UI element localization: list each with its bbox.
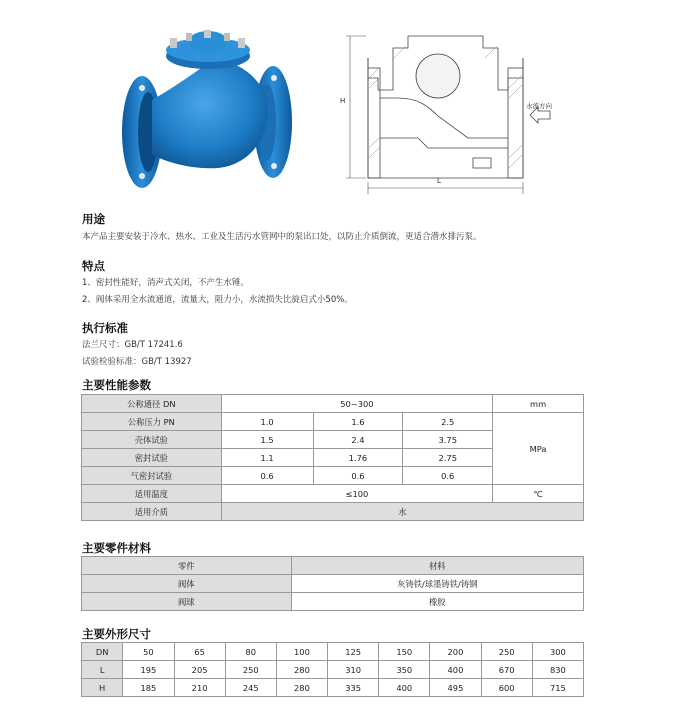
dimension-l-label: L (437, 177, 441, 185)
cell: 2.4 (313, 431, 403, 449)
performance-table (81, 394, 584, 521)
medium-value: 水 (221, 503, 583, 521)
standard-item-1: 法兰尺寸：GB/T 17241.6 (82, 340, 183, 350)
cell: 65 (174, 643, 225, 661)
cell: 150 (379, 643, 430, 661)
materials-header-material: 材料 (291, 557, 583, 575)
cell: 1.1 (221, 449, 313, 467)
temp-label: 适用温度 (82, 485, 222, 503)
cell: 2.75 (403, 449, 493, 467)
valve-section-drawing (338, 28, 558, 198)
feature-item-2: 2、阀体采用全水流通道，流量大，阻力小，水流损失比旋启式小50%。 (82, 295, 353, 305)
standard-item-2: 试验检验标准：GB/T 13927 (82, 357, 192, 367)
dim-row-label: L (82, 661, 123, 679)
cell: 335 (328, 679, 379, 697)
usage-title: 用途 (82, 212, 105, 226)
cell: 1.0 (221, 413, 313, 431)
cell: 670 (481, 661, 532, 679)
cell: 250 (225, 661, 276, 679)
cell: 310 (328, 661, 379, 679)
cell: 3.75 (403, 431, 493, 449)
cell: 0.6 (403, 467, 493, 485)
cell: 1.76 (313, 449, 403, 467)
cell: 1.6 (313, 413, 403, 431)
usage-text: 本产品主要安装于冷水、热水、工业及生活污水管网中的泵出口处，以防止介质倒流，更适合潜水排污泵。 (82, 232, 482, 242)
cell: 400 (379, 679, 430, 697)
dimensions-table (81, 642, 584, 697)
cell: 830 (532, 661, 583, 679)
medium-label: 适用介质 (82, 503, 222, 521)
flow-direction-label: 水流方向 (526, 102, 552, 110)
cell: 350 (379, 661, 430, 679)
valve-product-image (118, 30, 294, 188)
cell: 50 (123, 643, 174, 661)
dimensions-title: 主要外形尺寸 (82, 627, 151, 641)
cell: 245 (225, 679, 276, 697)
cell: 600 (481, 679, 532, 697)
part-name: 阀球 (82, 593, 292, 611)
row-label: 壳体试验 (82, 431, 222, 449)
pressure-unit: MPa (493, 413, 584, 485)
cell: 300 (532, 643, 583, 661)
cell: 715 (532, 679, 583, 697)
cell: 400 (430, 661, 481, 679)
dimension-h-label: H (340, 97, 346, 105)
dim-row-label: H (82, 679, 123, 697)
feature-item-1: 1、密封性能好，消声式关闭，不产生水锤。 (82, 278, 249, 288)
materials-title: 主要零件材料 (82, 541, 151, 555)
materials-header-part: 零件 (82, 557, 292, 575)
performance-title: 主要性能参数 (82, 378, 151, 392)
dn-unit: mm (493, 395, 584, 413)
part-material: 橡胶 (291, 593, 583, 611)
temp-unit: ℃ (493, 485, 584, 503)
cell: 125 (328, 643, 379, 661)
cell: 0.6 (221, 467, 313, 485)
dn-label: 公称通径 DN (82, 395, 222, 413)
cell: 250 (481, 643, 532, 661)
standards-title: 执行标准 (82, 321, 128, 335)
dim-row-label: DN (82, 643, 123, 661)
row-label: 密封试验 (82, 449, 222, 467)
cell: 0.6 (313, 467, 403, 485)
cell: 280 (276, 679, 327, 697)
cell: 80 (225, 643, 276, 661)
cell: 495 (430, 679, 481, 697)
cell: 280 (276, 661, 327, 679)
row-label: 气密封试验 (82, 467, 222, 485)
cell: 195 (123, 661, 174, 679)
temp-value: ≤100 (221, 485, 492, 503)
features-title: 特点 (82, 259, 105, 273)
cell: 1.5 (221, 431, 313, 449)
dn-range: 50~300 (221, 395, 492, 413)
cell: 100 (276, 643, 327, 661)
part-material: 灰铸铁/球墨铸铁/铸钢 (291, 575, 583, 593)
cell: 185 (123, 679, 174, 697)
cell: 2.5 (403, 413, 493, 431)
cell: 210 (174, 679, 225, 697)
materials-table (81, 556, 584, 611)
part-name: 阀体 (82, 575, 292, 593)
cell: 205 (174, 661, 225, 679)
cell: 200 (430, 643, 481, 661)
row-label: 公称压力 PN (82, 413, 222, 431)
